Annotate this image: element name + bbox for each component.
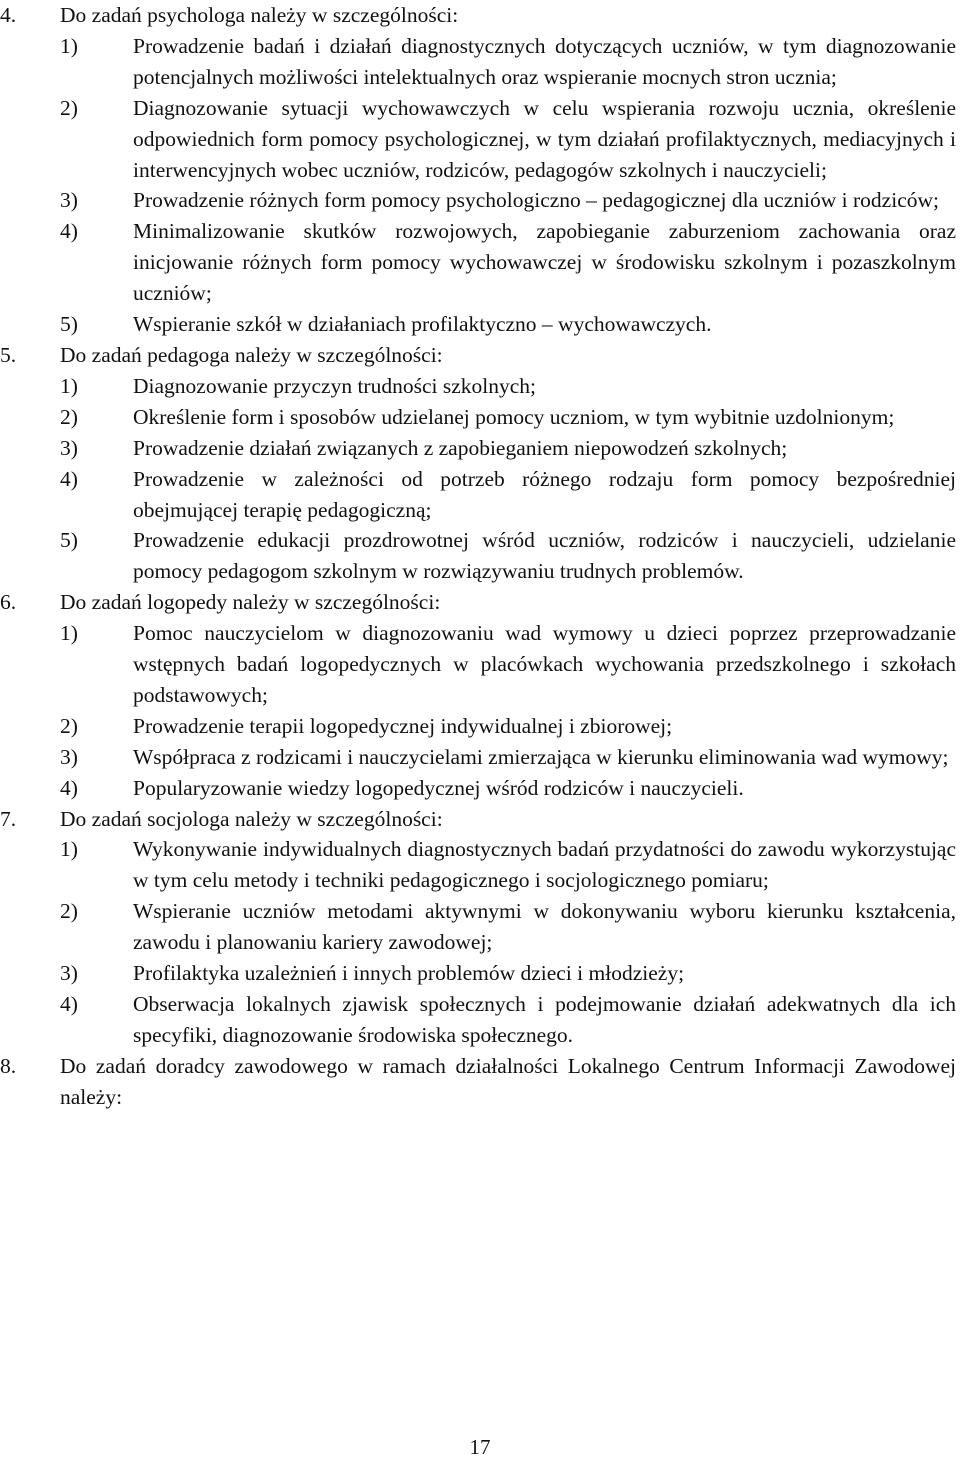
section: [0, 587, 960, 803]
list-item-text: Pomoc nauczycielom w diagnozowaniu wad wymowy u dzieci poprzez przeprowadzanie wstępnych badań logopedycznych w placówkach wychowania przedszkolnego i szkołach podstawowych;: [133, 621, 956, 707]
section-heading: [0, 0, 956, 31]
list-item-text: Wykonywanie indywidualnych diagnostycznych badań przydatności do zawodu wykorzystując w tym celu metody i techniki pedagogicznego i socjologicznego pomiaru;: [133, 837, 956, 893]
list-item-number: 3): [60, 435, 78, 460]
section: [0, 340, 960, 587]
section-heading: [0, 1051, 956, 1113]
list-item-number: 4): [60, 466, 78, 491]
list-item: [0, 834, 956, 896]
section: [0, 1051, 960, 1113]
list-item-number: 2): [60, 899, 78, 924]
section-number: 4.: [0, 3, 17, 27]
list-item-number: 1): [60, 373, 78, 398]
section-number: 8.: [0, 1053, 17, 1078]
list-item-text: Diagnozowanie przyczyn trudności szkolnych;: [133, 373, 536, 398]
list-item-text: Wspieranie uczniów metodami aktywnymi w dokonywaniu wyboru kierunku kształcenia, zawodu i planowaniu kariery zawodowej;: [133, 899, 956, 955]
list-item: [0, 402, 956, 433]
list-item-number: 3): [60, 744, 78, 769]
section-number: 6.: [0, 590, 17, 615]
list-item: [0, 711, 956, 742]
list-item: [0, 371, 956, 402]
list-item-text: Wspieranie szkół w działaniach profilaktyczno – wychowawczych.: [133, 312, 712, 337]
list-item: [0, 216, 956, 309]
list-item-text: Minimalizowanie skutków rozwojowych, zapobieganie zaburzeniom zachowania oraz inicjowanie różnych form pomocy wychowawczej w środowisku szkolnym i pozaszkolnym uczniów;: [133, 219, 956, 306]
section-heading-text: Do zadań psychologa należy w szczególności:: [60, 3, 459, 27]
list-item: [0, 185, 956, 216]
section: [0, 0, 960, 340]
list-item-text: Obserwacja lokalnych zjawisk społecznych i podejmowanie działań adekwatnych dla ich specyfiki, diagnozowanie środowiska społecznego.: [133, 992, 956, 1047]
list-item-text: Prowadzenie działań związanych z zapobieganiem niepowodzeń szkolnych;: [133, 435, 788, 460]
section-heading: [0, 587, 956, 618]
list-item: [0, 958, 956, 989]
list-item-number: 2): [60, 95, 78, 120]
list-item-number: 4): [60, 775, 78, 800]
list-item-text: Prowadzenie różnych form pomocy psychologiczno – pedagogicznej dla uczniów i rodziców;: [133, 188, 939, 213]
list-item-number: 5): [60, 312, 78, 337]
list-item-text: Profilaktyka uzależnień i innych problemów dzieci i młodzieży;: [133, 961, 685, 986]
list-item-text: Określenie form i sposobów udzielanej pomocy uczniom, w tym wybitnie uzdolnionym;: [133, 404, 895, 429]
section-heading-text: Do zadań logopedy należy w szczególności:: [60, 590, 441, 615]
section-heading: [0, 804, 956, 835]
list-item: [0, 309, 956, 340]
section-number: 7.: [0, 806, 17, 831]
list-item: [0, 31, 956, 93]
list-item-number: 1): [60, 837, 78, 862]
list-item-text: Współpraca z rodzicami i nauczycielami zmierzająca w kierunku eliminowania wad wymowy;: [133, 744, 949, 769]
list-item-text: Prowadzenie terapii logopedycznej indywidualnej i zbiorowej;: [133, 713, 673, 738]
list-item-text: Prowadzenie w zależności od potrzeb różnego rodzaju form pomocy bezpośredniej obejmującej terapię pedagogiczną;: [133, 466, 956, 522]
list-item-number: 3): [60, 961, 78, 986]
list-item-number: 2): [60, 713, 78, 738]
list-item: [0, 896, 956, 958]
list-item-number: 4): [60, 992, 78, 1016]
list-item-number: 1): [60, 621, 78, 646]
page-number: 17: [469, 1435, 491, 1459]
list-item: [0, 525, 956, 587]
list-item-number: 5): [60, 528, 78, 553]
section-heading-text: Do zadań doradcy zawodowego w ramach działalności Lokalnego Centrum Informacji Zawodowej należy:: [60, 1053, 956, 1109]
list-item-number: 1): [60, 33, 78, 58]
list-item: [0, 618, 956, 711]
list-item-number: 4): [60, 219, 78, 244]
list-item: [0, 742, 956, 773]
list-item: [0, 773, 956, 804]
list-item-text: Popularyzowanie wiedzy logopedycznej wśród rodziców i nauczycieli.: [133, 775, 744, 800]
section-heading-text: Do zadań pedagoga należy w szczególności:: [60, 342, 443, 367]
list-item-text: Prowadzenie badań i działań diagnostycznych dotyczących uczniów, w tym diagnozowanie potencjalnych możliwości intelektualnych oraz wspieranie mocnych stron ucznia;: [133, 33, 956, 89]
list-item-number: 3): [60, 188, 78, 213]
section-number: 5.: [0, 342, 17, 367]
list-item-number: 2): [60, 404, 78, 429]
list-item: [0, 989, 956, 1051]
list-item-text: Diagnozowanie sytuacji wychowawczych w celu wspierania rozwoju ucznia, określenie odpowiednich form pomocy psychologicznej, w tym działań profilaktycznych, mediacyjnych i interwencyjnych wobec uczniów, rodziców, pedagogów szkolnych i nauczycieli;: [133, 95, 956, 182]
section-heading: [0, 340, 956, 371]
list-item-text: Prowadzenie edukacji prozdrowotnej wśród uczniów, rodziców i nauczycieli, udzielanie pomocy pedagogom szkolnym w rozwiązywaniu trudnych problemów.: [133, 528, 956, 584]
list-item: [0, 464, 956, 526]
section-heading-text: Do zadań socjologa należy w szczególności:: [60, 806, 443, 831]
list-item: [0, 93, 956, 186]
list-item: [0, 433, 956, 464]
section: [0, 804, 960, 1051]
